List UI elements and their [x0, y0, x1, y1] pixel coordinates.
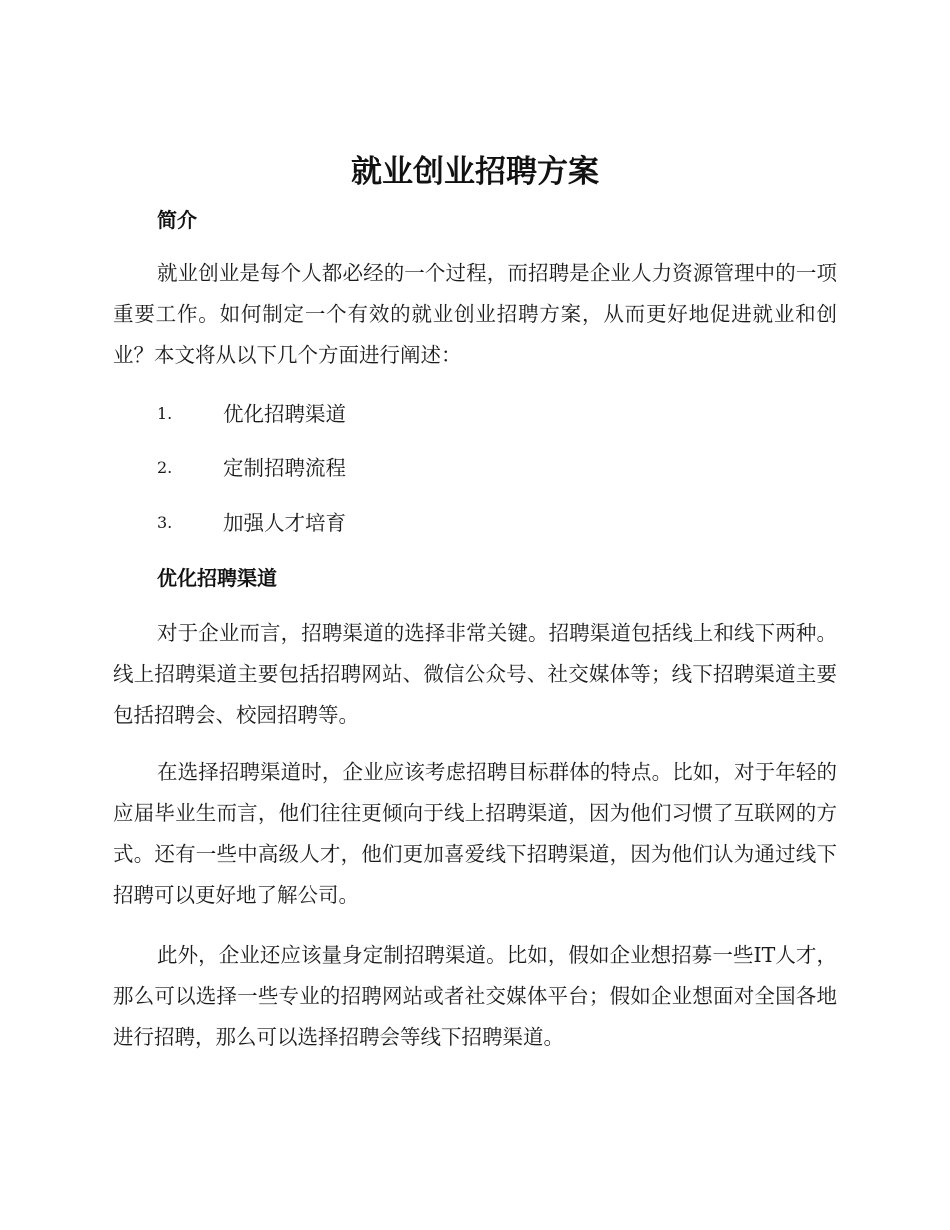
- list-number: 3.: [157, 513, 173, 532]
- list-number: 2.: [157, 458, 173, 477]
- document-title: 就业创业招聘方案: [351, 154, 599, 190]
- body-paragraph: 此外，企业还应该量身定制招聘渠道。比如，假如企业想招募一些IT人才，那么可以选择一些专业的招聘网站或者社交媒体平台；假如企业想面对全国各地进行招聘，那么可以选择招聘会等线下招聘渠道。: [113, 943, 837, 1049]
- body-paragraph: 在选择招聘渠道时，企业应该考虑招聘目标群体的特点。比如，对于年轻的应届毕业生而言，他们往往更倾向于线上招聘渠道，因为他们习惯了互联网的方式。还有一些中高级人才，他们更加喜爱线下招聘渠道，因为他们认为通过线下招聘可以更好地了解公司。: [113, 760, 837, 907]
- list-text: 优化招聘渠道: [223, 402, 346, 426]
- list-text: 加强人才培育: [223, 511, 346, 535]
- section-heading-intro: 简介: [157, 208, 197, 232]
- body-paragraph: 对于企业而言，招聘渠道的选择非常关键。招聘渠道包括线上和线下两种。线上招聘渠道主要包括招聘网站、微信公众号、社交媒体等；线下招聘渠道主要包括招聘会、校园招聘等。: [113, 621, 837, 727]
- list-text: 定制招聘流程: [223, 456, 346, 480]
- intro-paragraph: 就业创业是每个人都必经的一个过程，而招聘是企业人力资源管理中的一项重要工作。如何制定一个有效的就业创业招聘方案，从而更好地促进就业和创业？本文将从以下几个方面进行阐述：: [113, 261, 837, 367]
- section-heading-channels: 优化招聘渠道: [157, 566, 277, 590]
- list-number: 1.: [157, 404, 173, 423]
